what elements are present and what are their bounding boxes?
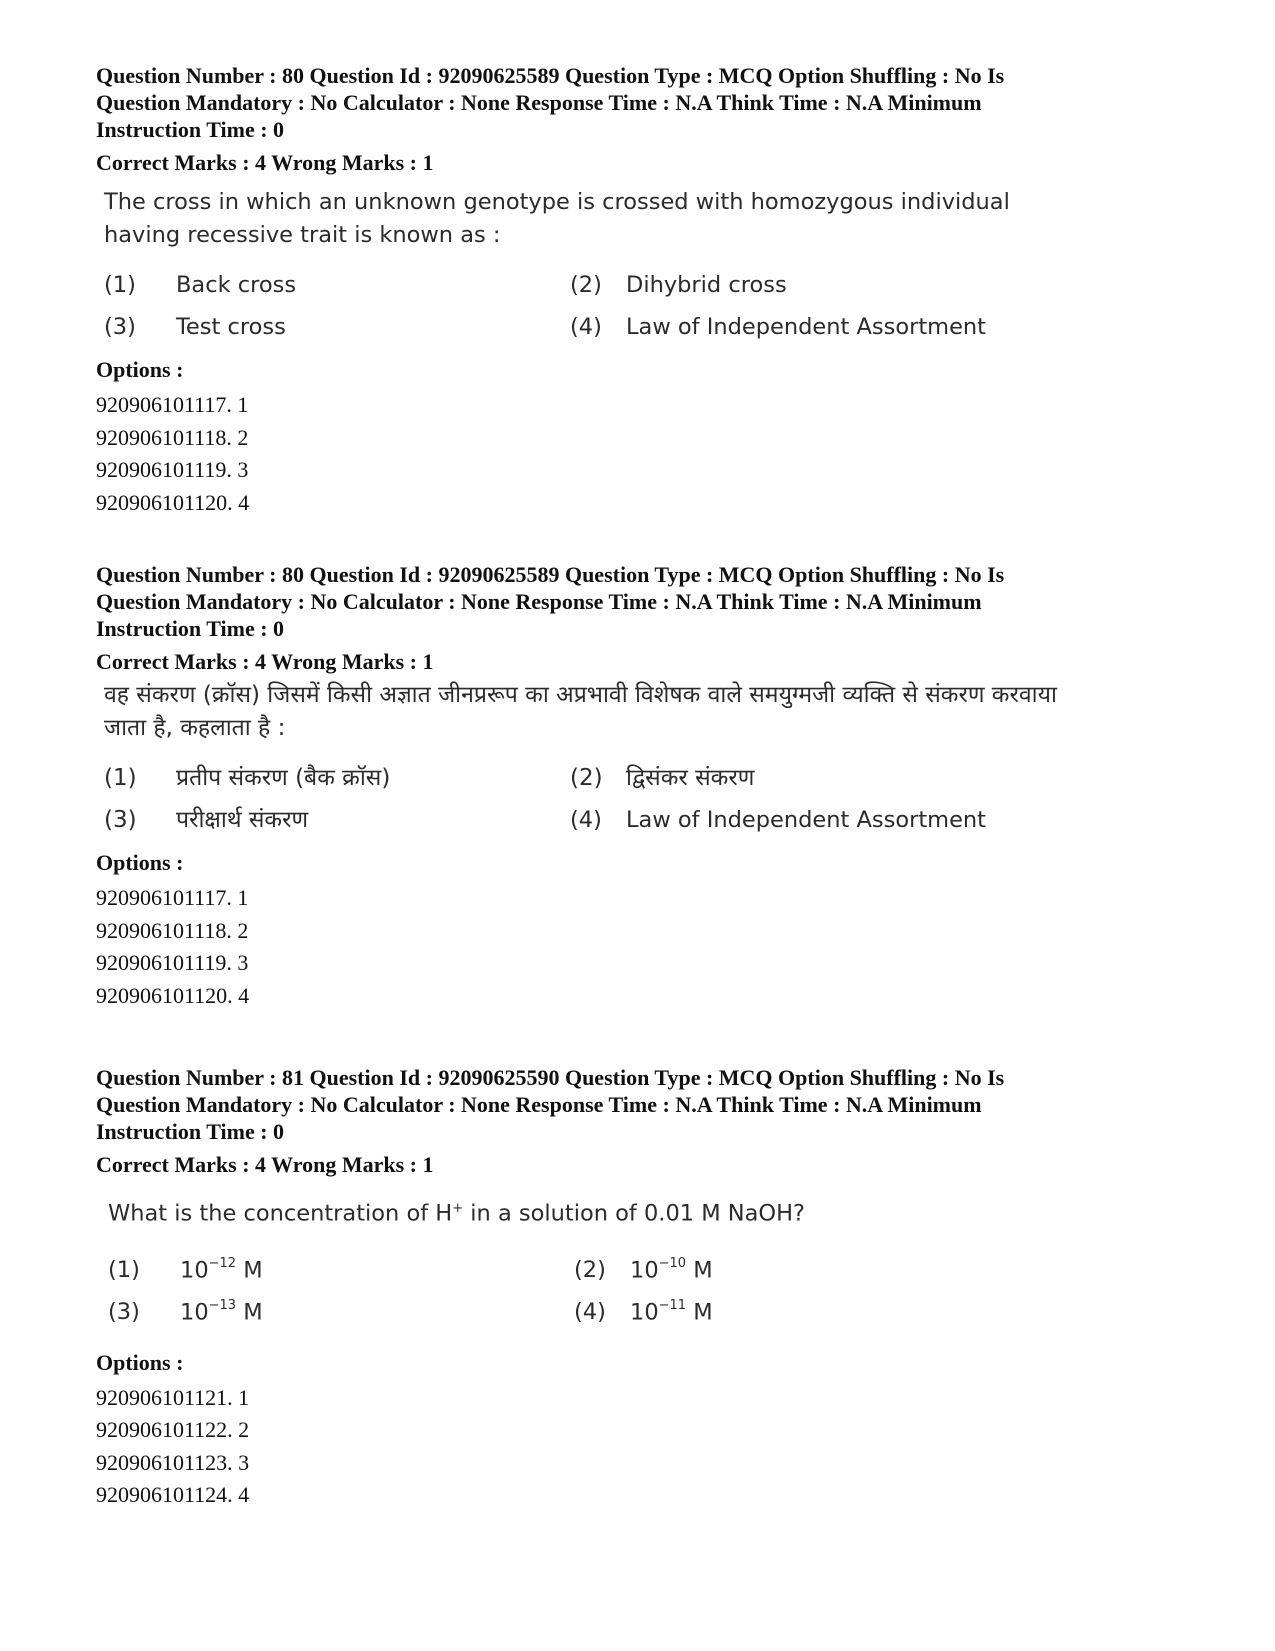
option-id-item: 920906101117. 1	[96, 392, 249, 417]
choice-text: Law of Independent Assortment	[626, 314, 986, 340]
question-meta-line: Instruction Time : 0	[96, 1119, 285, 1144]
question-text	[108, 1192, 1108, 1231]
choice-number: (2)	[574, 1257, 606, 1283]
choice-3	[104, 805, 308, 835]
choice-4	[570, 805, 986, 835]
choice-1	[104, 763, 390, 793]
choice-3	[104, 312, 286, 342]
option-id-item: 920906101117. 1	[96, 885, 249, 910]
choice-number: (2)	[570, 272, 602, 298]
choice-1	[104, 270, 296, 300]
marks-line: Correct Marks : 4 Wrong Marks : 1	[96, 150, 434, 175]
question-meta-line: Question Number : 80 Question Id : 92090625589 Question Type : MCQ Option Shuffling : No Is	[96, 63, 1005, 88]
option-id-item: 920906101119. 3	[96, 457, 249, 482]
option-id-item: 920906101122. 2	[96, 1417, 250, 1442]
choice-2	[574, 1251, 713, 1286]
question-content	[104, 679, 1104, 847]
choice-number: (1)	[104, 272, 136, 298]
option-id-item: 920906101124. 4	[96, 1482, 250, 1507]
question-block-3	[96, 1064, 1196, 1512]
choice-unit: M	[236, 1257, 263, 1283]
choice-text: प्रतीप संकरण (बैक क्रॉस)	[176, 765, 391, 791]
answer-choices	[108, 1251, 1108, 1335]
choice-exponent: −13	[208, 1297, 237, 1313]
choice-row	[104, 312, 1104, 354]
choice-text: Dihybrid cross	[626, 272, 787, 298]
choice-number: (1)	[104, 765, 137, 791]
choice-number: (4)	[570, 314, 602, 340]
choice-unit: M	[236, 1299, 263, 1325]
question-content	[108, 1192, 1108, 1335]
option-id-list	[96, 389, 1196, 519]
choice-text: Test cross	[176, 314, 286, 340]
question-block-2	[96, 561, 1196, 1012]
question-meta-line: Question Mandatory : No Calculator : None Response Time : N.A Think Time : N.A Minimum	[96, 90, 982, 115]
choice-number: (2)	[570, 765, 603, 791]
choice-row	[108, 1251, 1108, 1293]
question-meta-line: Question Number : 81 Question Id : 92090625590 Question Type : MCQ Option Shuffling : No Is	[96, 1065, 1005, 1090]
choice-2	[570, 763, 754, 793]
marks-line: Correct Marks : 4 Wrong Marks : 1	[96, 649, 434, 674]
question-content	[104, 186, 1104, 354]
option-id-list	[96, 882, 1196, 1012]
choice-3	[108, 1293, 263, 1328]
question-meta-line: Question Mandatory : No Calculator : None Response Time : N.A Think Time : N.A Minimum	[96, 589, 982, 614]
option-id-item: 920906101118. 2	[96, 424, 249, 450]
option-id-item: 920906101120. 4	[96, 982, 250, 1008]
choice-text: परीक्षार्थ संकरण	[176, 807, 309, 833]
option-id-list	[96, 1382, 1196, 1512]
choice-4	[570, 312, 986, 342]
choice-row	[104, 270, 1104, 312]
choice-number: (3)	[104, 807, 137, 833]
choice-2	[570, 270, 787, 300]
choice-number: (3)	[104, 314, 136, 340]
question-text: The cross in which an unknown genotype is crossed with homozygous individual having recessive trait is known as :	[104, 189, 1010, 248]
question-meta-line: Question Mandatory : No Calculator : None Response Time : N.A Think Time : N.A Minimum	[96, 1092, 982, 1117]
choice-number: (4)	[574, 1299, 606, 1325]
question-text-part: in a solution of 0.01 M NaOH?	[463, 1200, 805, 1227]
choice-unit: M	[686, 1257, 713, 1283]
choice-text: Back cross	[176, 272, 297, 298]
choice-base: 10	[630, 1299, 659, 1325]
question-block-1	[96, 62, 1196, 519]
choice-exponent: −12	[208, 1255, 237, 1271]
superscript: +	[452, 1201, 464, 1216]
option-id-item: 920906101120. 4	[96, 489, 250, 515]
choice-exponent: −10	[658, 1255, 687, 1271]
choice-number: (1)	[108, 1257, 140, 1283]
choice-base: 10	[180, 1299, 209, 1325]
choice-number: (4)	[570, 807, 602, 833]
options-label: Options :	[96, 357, 184, 382]
choice-4	[574, 1293, 713, 1328]
choice-text: द्विसंकर संकरण	[626, 765, 755, 791]
choice-number: (3)	[108, 1299, 140, 1325]
choice-exponent: −11	[658, 1297, 687, 1313]
option-id-item: 920906101123. 3	[96, 1449, 250, 1475]
question-text: वह संकरण (क्रॉस) जिसमें किसी अज्ञात जीनप्ररूप का अप्रभावी विशेषक वाले समयुग्मजी व्यक्ति से संकरण करवाया जाता है, कहलाता है :	[104, 682, 1057, 741]
options-label: Options :	[96, 850, 184, 875]
question-meta-line: Instruction Time : 0	[96, 616, 285, 641]
question-meta-line: Instruction Time : 0	[96, 117, 285, 142]
option-id-item: 920906101118. 2	[96, 917, 249, 943]
choice-unit: M	[686, 1299, 713, 1325]
answer-choices	[104, 763, 1104, 847]
answer-choices	[104, 270, 1104, 354]
choice-row	[104, 805, 1104, 847]
choice-text: Law of Independent Assortment	[626, 807, 986, 833]
question-text-part: What is the concentration of H	[108, 1200, 453, 1227]
choice-base: 10	[630, 1257, 659, 1283]
choice-row	[104, 763, 1104, 805]
marks-line: Correct Marks : 4 Wrong Marks : 1	[96, 1152, 434, 1177]
question-meta-line: Question Number : 80 Question Id : 92090625589 Question Type : MCQ Option Shuffling : No Is	[96, 562, 1005, 587]
choice-1	[108, 1251, 263, 1286]
options-label: Options :	[96, 1349, 184, 1375]
option-id-item: 920906101119. 3	[96, 950, 249, 975]
choice-base: 10	[180, 1257, 209, 1283]
choice-row	[108, 1293, 1108, 1335]
option-id-item: 920906101121. 1	[96, 1384, 250, 1410]
